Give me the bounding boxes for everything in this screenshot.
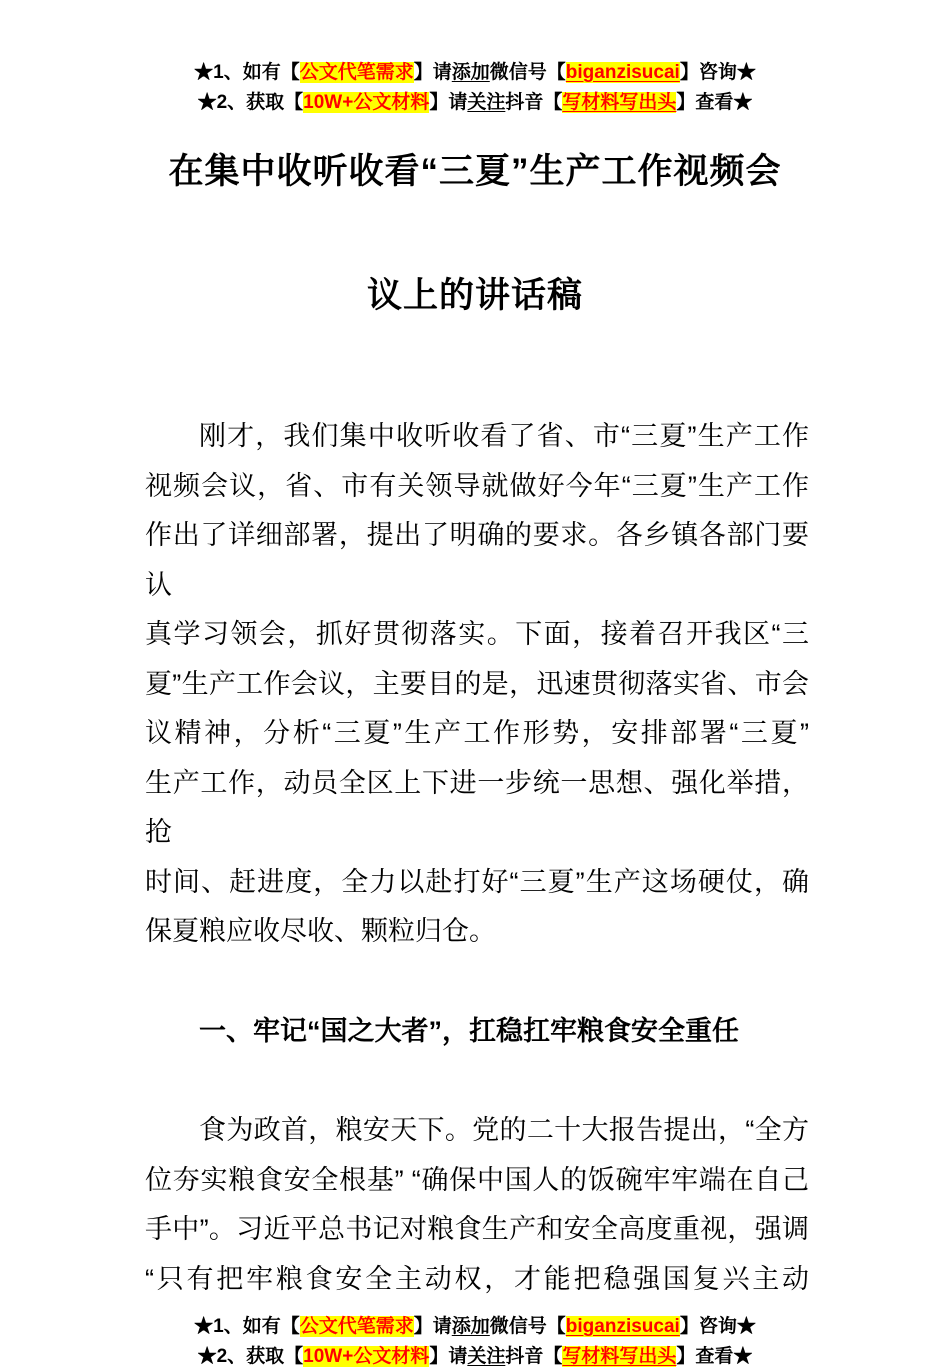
paragraph-1	[145, 412, 809, 957]
body-line: 保夏粮应收尽收、颗粒归仓。	[145, 916, 496, 946]
promo2-douyin-name: 写材料写出头	[562, 92, 677, 113]
body-line: 视频会议，省、市有关领导就做好今年“三夏”生产工作	[145, 470, 809, 501]
body-line: 真学习领会，抓好贯彻落实。下面，接着召开我区“三	[145, 619, 809, 649]
body-line: 时间、赶进度，全力以赴打好“三夏”生产这场硬仗，确	[145, 866, 809, 897]
promo1-add-underline: 添加	[451, 62, 490, 83]
promo-footer	[0, 1312, 950, 1372]
promo2-mid2: 抖音【	[505, 1346, 563, 1367]
promo1-wechat-id: biganzisucai	[565, 62, 680, 83]
promo1-mid1: 】请	[413, 62, 452, 83]
promo2-mid1: 】请	[429, 92, 468, 113]
promo2-prefix: ★2、获取【	[197, 92, 304, 113]
promo2-suffix: 】查看★	[676, 92, 753, 113]
promo1-mid2: 微信号【	[489, 62, 566, 83]
promo2-prefix: ★2、获取【	[197, 1346, 304, 1367]
promo1-suffix: 】咨询★	[679, 1316, 756, 1337]
body-line: 夏”生产工作会议，主要目的是，迅速贯彻落实省、市会	[145, 668, 809, 699]
promo2-suffix: 】查看★	[676, 1346, 753, 1367]
body-line: “只有把牢粮食安全主动权，才能把稳强国复兴主动	[145, 1263, 809, 1294]
promo2-mid2: 抖音【	[505, 92, 563, 113]
promo2-follow-underline: 关注	[467, 92, 506, 113]
title-line-1: 在集中收听收看“三夏”生产工作视频会	[168, 152, 782, 191]
document-title	[0, 110, 950, 358]
promo2-mid1: 】请	[429, 1346, 468, 1367]
body-line: 刚才，我们集中收听收看了省、市“三夏”生产工作	[199, 421, 809, 451]
promo1-mid2: 微信号【	[489, 1316, 566, 1337]
title-line-2: 议上的讲话稿	[366, 276, 583, 315]
paragraph-2	[145, 1106, 809, 1304]
body-line: 生产工作，动员全区上下进一步统一思想、强化举措，抢	[145, 767, 809, 847]
promo2-follow-underline: 关注	[467, 1346, 506, 1367]
promo2-materials-highlight: 10W+公文材料	[303, 92, 430, 113]
promo1-prefix: ★1、如有【	[194, 62, 300, 83]
promo-footer-line-1	[0, 1312, 950, 1342]
promo1-prefix: ★1、如有【	[194, 1316, 300, 1337]
section-heading-1: 一、牢记“国之大者”，扛稳扛牢粮食安全重任	[199, 1015, 739, 1046]
promo-header-line-1	[0, 58, 950, 88]
promo-header	[0, 0, 950, 118]
promo1-wechat-id: biganzisucai	[565, 1316, 680, 1337]
promo1-need-highlight: 公文代笔需求	[299, 62, 414, 83]
body-line: 食为政首，粮安天下。党的二十大报告提出，“全方	[199, 1115, 809, 1145]
promo1-mid1: 】请	[413, 1316, 452, 1337]
promo2-materials-highlight: 10W+公文材料	[303, 1346, 430, 1367]
promo1-add-underline: 添加	[451, 1316, 490, 1337]
promo2-douyin-name: 写材料写出头	[562, 1346, 677, 1367]
body-line: 手中”。习近平总书记对粮食生产和安全高度重视，强调	[145, 1214, 809, 1244]
promo1-need-highlight: 公文代笔需求	[299, 1316, 414, 1337]
document-body	[145, 412, 809, 1304]
promo-footer-line-2	[0, 1342, 950, 1372]
body-line: 作出了详细部署，提出了明确的要求。各乡镇各部门要认	[145, 520, 809, 600]
body-line: 位夯实粮食安全根基” “确保中国人的饭碗牢牢端在自己	[145, 1164, 809, 1195]
promo1-suffix: 】咨询★	[679, 62, 756, 83]
body-line: 议精神，分析“三夏”生产工作形势，安排部署“三夏”	[145, 718, 809, 748]
